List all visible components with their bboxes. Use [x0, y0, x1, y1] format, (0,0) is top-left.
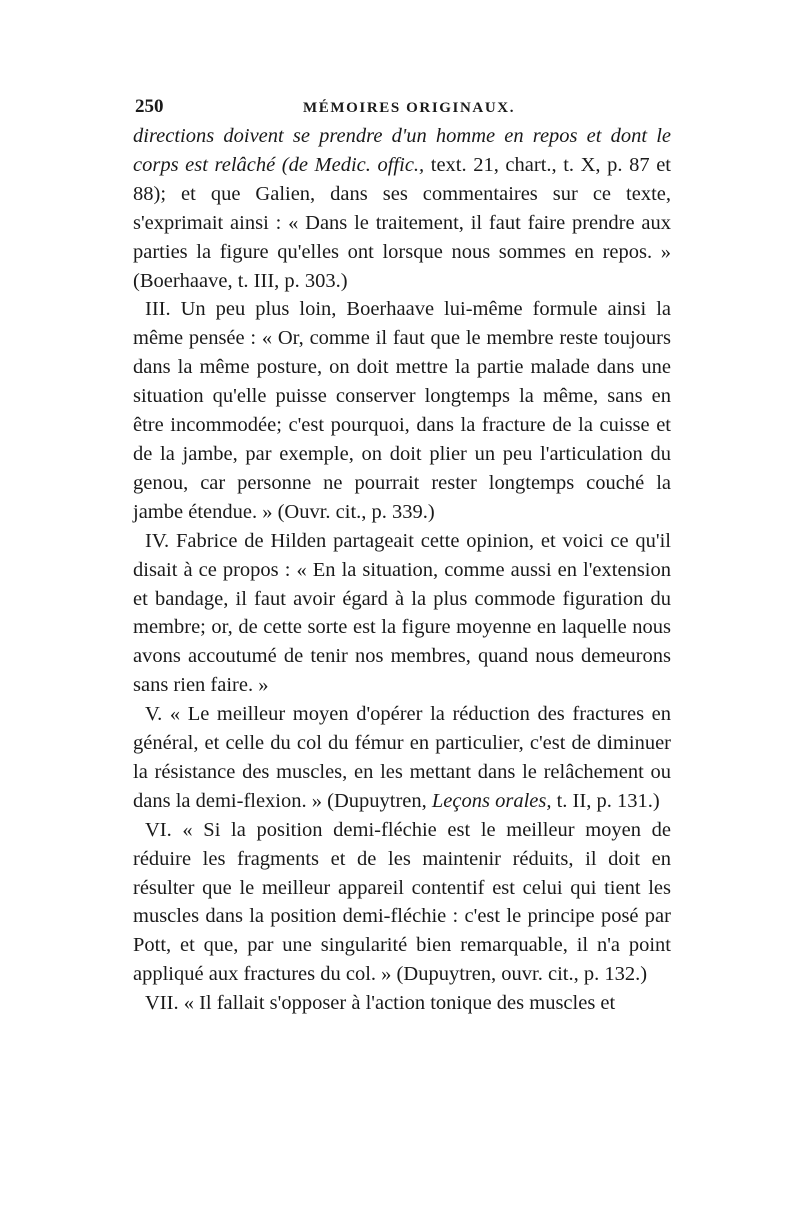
- text-segment: IV. Fabrice de Hilden partageait cette opinion, et voici ce qu'il disait à ce propos : « En la situation, comme aussi en l'extension et bandage, il faut avoir égard à la plus commode figuration du membre; or, de cette sorte est la figure moyenne en laquelle nous avons accoutumé de tenir nos membres, quand nous demeurons sans rien faire. »: [133, 529, 671, 697]
- page-number: 250: [135, 96, 164, 117]
- document-page: [133, 92, 671, 1018]
- paragraph-v: [133, 700, 671, 816]
- text-segment: t. II, p. 131.): [551, 789, 660, 812]
- paragraph-vi: [133, 816, 671, 989]
- paragraph-iv: [133, 527, 671, 700]
- text-segment: VII. « Il fallait s'opposer à l'action tonique des muscles et: [145, 992, 616, 1015]
- page-header: [133, 92, 671, 122]
- text-segment: text. 21, chart., t. X, p. 87 et 88); et que Galien, dans ses commentaires sur ce texte, s'exprimait ainsi : « Dans le traitement, il faut faire prendre aux parties la figure qu'elles ont lorsque nous sommes en repos. » (Boerhaave, t. III, p. 303.): [133, 153, 671, 292]
- text-segment: V. « Le meilleur moyen d'opérer la réduction des fractures en général, et celle du col du fémur en particulier, c'est de diminuer la résistance des muscles, en les mettant dans le relâchement ou dans la demi-flexion. » (Dupuytren,: [133, 703, 671, 812]
- paragraph-vii: [133, 989, 671, 1018]
- paragraph-continuation: [133, 122, 671, 295]
- text-segment: III. Un peu plus loin, Boerhaave lui-même formule ainsi la même pensée : « Or, comme il faut que le membre reste toujours dans la même posture, on doit mettre la partie malade dans une situation qu'elle puisse conserver longtemps la même, sans en être incommodée; c'est pourquoi, dans la fracture de la cuisse et de la jambe, par exemple, on doit plier un peu l'articulation du genou, car personne ne pourrait rester longtemps couché la jambe étendue. » (Ouvr. cit., p. 339.): [133, 298, 671, 523]
- text-segment: VI. « Si la position demi-fléchie est le meilleur moyen de réduire les fragments et de les maintenir réduits, il doit en résulter que le meilleur appareil contentif est celui qui tient les muscles dans la position demi-fléchie : c'est le principe posé par Pott, et que, par une singularité bien remarquable, il n'a point appliqué aux fractures du col. » (Dupuytren, ouvr. cit., p. 132.): [133, 818, 671, 986]
- body-text: [133, 122, 671, 1018]
- running-title: MÉMOIRES ORIGINAUX.: [303, 100, 516, 116]
- italic-text: Leçons orales,: [431, 789, 552, 812]
- italic-text: directions doivent se prendre d'un homme en repos et dont le corps est relâché (de Medic. offic.,: [133, 125, 671, 176]
- paragraph-iii: [133, 295, 671, 526]
